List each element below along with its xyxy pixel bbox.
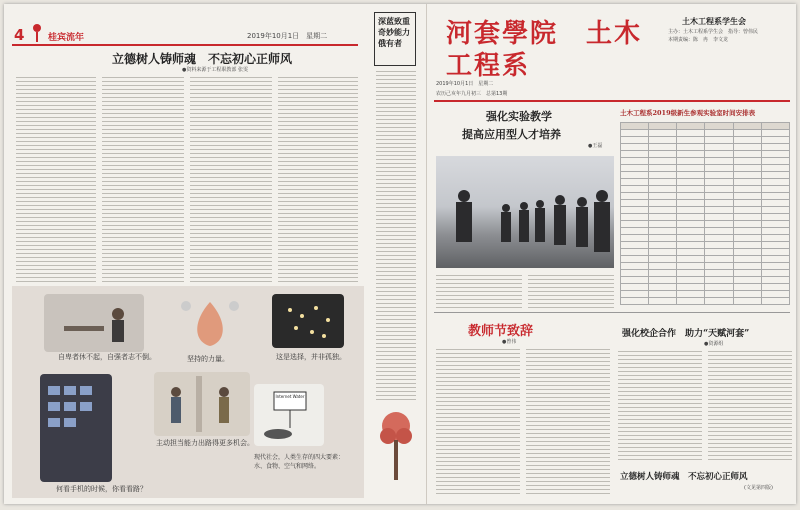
schedule-cell [733,158,761,165]
schedule-cell [761,123,789,130]
schedule-cell [761,214,789,221]
teacher-day-title: 教师节致辞 [468,324,534,339]
masthead-title: 河套學院 土木工程系 [446,19,643,81]
org-name: 土木工程系学生会 [682,17,746,26]
internet-water-sign: Internet Water [275,394,305,399]
article-column-2 [102,74,184,284]
schedule-row [621,151,790,158]
illustration-wall [154,372,250,436]
schedule-cell [761,221,789,228]
schedule-cell [649,235,677,242]
schedule-cell [677,137,705,144]
tree-illustration [378,404,414,484]
schedule-cell [677,130,705,137]
schedule-cell [621,207,649,214]
feature-title-1: 强化实验教学 [486,110,552,123]
schedule-row [621,186,790,193]
schedule-cell [761,235,789,242]
header-rule [12,44,358,46]
schedule-cell [761,186,789,193]
schedule-row [621,130,790,137]
schedule-cell [649,123,677,130]
schedule-cell [677,228,705,235]
schedule-cell [733,249,761,256]
schedule-cell [621,284,649,291]
schedule-cell [761,277,789,284]
schedule-row [621,249,790,256]
left-page [4,4,364,504]
schedule-cell [705,207,733,214]
schedule-cell [621,221,649,228]
schedule-cell [761,228,789,235]
schedule-cell [621,186,649,193]
schedule-cell [649,214,677,221]
schedule-cell [677,158,705,165]
schedule-cell [761,249,789,256]
schedule-cell [761,256,789,263]
schedule-cell [733,193,761,200]
schedule-cell [677,207,705,214]
schedule-cell [761,193,789,200]
caption-1: 自卑者休不起，自强者志不倒。 [58,353,156,361]
schedule-cell [677,298,705,305]
caption-4: 主动担当能力出路得更多机会。 [156,439,254,447]
schedule-cell [649,242,677,249]
schedule-cell [705,186,733,193]
schedule-cell [649,200,677,207]
schedule-cell [649,270,677,277]
schedule-cell [621,270,649,277]
schedule-cell [621,123,649,130]
caption-5: 何看手机的时候，你看看路？ [56,485,147,493]
schedule-cell [705,270,733,277]
center-strip [366,4,424,504]
article-column-1 [16,74,96,284]
schedule-cell [677,277,705,284]
schedule-cell [649,158,677,165]
schedule-cell [677,186,705,193]
schedule-cell [761,137,789,144]
schedule-cell [621,263,649,270]
schedule-cell [733,186,761,193]
schedule-cell [705,214,733,221]
schedule-cell [621,130,649,137]
schedule-cell [705,284,733,291]
feature-title-2: 提高应用型人才培养 [462,128,561,141]
schedule-cell [733,151,761,158]
illustration-candles [272,294,344,348]
feature-text-b [528,272,614,308]
schedule-cell [761,144,789,151]
schedule-cell [621,277,649,284]
schedule-cell [733,256,761,263]
schedule-cell [705,291,733,298]
schedule-cell [649,221,677,228]
flower-icon [30,22,44,42]
header-info-2: 本期责编：陈 冉 李文龙 [668,37,729,43]
schedule-cell [621,151,649,158]
schedule-cell [761,284,789,291]
coop-title: 强化校企合作 助力“天赋河套” [622,329,750,339]
schedule-row [621,270,790,277]
schedule-cell [649,151,677,158]
schedule-cell [761,207,789,214]
schedule-cell [733,263,761,270]
schedule-row [621,165,790,172]
lab-visit-photo [436,156,614,268]
schedule-cell [705,130,733,137]
schedule-cell [677,242,705,249]
schedule-cell [761,172,789,179]
page-number: 4 [14,26,25,44]
schedule-cell [733,144,761,151]
bottom-title: 立德树人铸师魂 不忘初心正师风 [620,472,748,482]
masthead-lunar: 农历己亥年九月初三 总第13期 [436,91,508,97]
schedule-row [621,137,790,144]
schedule-cell [677,151,705,158]
schedule-cell [705,158,733,165]
schedule-cell [733,130,761,137]
schedule-cell [733,200,761,207]
schedule-cell [705,151,733,158]
schedule-cell [621,298,649,305]
schedule-cell [677,284,705,291]
schedule-cell [677,291,705,298]
schedule-cell [705,277,733,284]
schedule-cell [761,242,789,249]
schedule-cell [621,256,649,263]
teacher-day-byline: ●曾伟 [502,339,517,345]
section-title: 桂宾流年 [48,33,85,43]
article-column-4 [278,74,358,284]
schedule-cell [677,235,705,242]
schedule-cell [677,123,705,130]
masthead-date: 2019年10月1日 星期二 [436,81,494,87]
schedule-cell [649,165,677,172]
schedule-row [621,193,790,200]
schedule-row [621,242,790,249]
schedule-cell [677,193,705,200]
schedule-row [621,298,790,305]
teacher-day-column-1 [436,346,520,496]
schedule-cell [733,291,761,298]
caption-2: 坚持的力量。 [187,355,229,363]
caption-3: 这是选择，并非孤独。 [276,353,346,361]
schedule-cell [761,179,789,186]
schedule-cell [621,249,649,256]
masthead-rule [434,100,790,102]
issue-date: 2019年10月1日 星期二 [247,32,328,40]
article-column-3 [190,74,272,284]
schedule-cell [761,165,789,172]
schedule-cell [649,284,677,291]
schedule-cell [761,130,789,137]
right-page [428,4,796,504]
schedule-cell [677,179,705,186]
bottom-note: (文见第四版) [744,485,773,491]
schedule-cell [705,263,733,270]
schedule-cell [649,172,677,179]
schedule-cell [761,291,789,298]
schedule-cell [705,165,733,172]
schedule-row [621,277,790,284]
illustration-drops [172,292,248,348]
schedule-row [621,158,790,165]
schedule-cell [761,298,789,305]
schedule-row [621,256,790,263]
coop-column-2 [708,348,792,460]
schedule-cell [761,158,789,165]
schedule-cell [733,172,761,179]
schedule-cell [649,144,677,151]
feature-text-a [436,272,522,308]
schedule-cell [649,137,677,144]
schedule-cell [733,284,761,291]
schedule-cell [649,186,677,193]
schedule-cell [677,221,705,228]
schedule-cell [621,214,649,221]
schedule-row [621,172,790,179]
schedule-cell [649,249,677,256]
schedule-cell [705,123,733,130]
schedule-cell [733,270,761,277]
schedule-cell [649,256,677,263]
illustration-phone [40,374,112,482]
caption-6: 现代社会，人类生存的四大要素：水、食物、空气和网络。 [254,454,345,470]
schedule-cell [733,235,761,242]
schedule-cell [677,165,705,172]
schedule-cell [705,200,733,207]
page-fold [426,4,427,504]
schedule-row [621,179,790,186]
schedule-cell [761,270,789,277]
schedule-row [621,221,790,228]
schedule-cell [621,228,649,235]
schedule-cell [733,228,761,235]
schedule-cell [677,144,705,151]
schedule-row [621,284,790,291]
schedule-cell [621,165,649,172]
schedule-cell [705,144,733,151]
feature-byline: ●王磊 [588,143,603,149]
schedule-cell [649,207,677,214]
schedule-cell [621,235,649,242]
schedule-cell [733,298,761,305]
schedule-row [621,214,790,221]
schedule-cell [705,221,733,228]
schedule-cell [705,256,733,263]
schedule-cell [677,263,705,270]
schedule-cell [621,144,649,151]
schedule-cell [677,200,705,207]
schedule-title: 土木工程系2019级新生参观实验室时间安排表 [620,109,756,117]
schedule-row [621,263,790,270]
schedule-cell [705,179,733,186]
schedule-cell [733,214,761,221]
schedule-cell [677,270,705,277]
schedule-cell [733,165,761,172]
schedule-cell [621,137,649,144]
schedule-cell [649,130,677,137]
schedule-cell [733,221,761,228]
schedule-row [621,291,790,298]
schedule-cell [705,298,733,305]
schedule-row [621,207,790,214]
schedule-cell [677,249,705,256]
schedule-cell [733,242,761,249]
schedule-cell [649,277,677,284]
schedule-cell [649,291,677,298]
schedule-cell [649,193,677,200]
header-info-1: 主办：土木工程系学生会 指导：曾伟民 [668,29,759,35]
schedule-cell [733,207,761,214]
schedule-cell [621,179,649,186]
schedule-cell [621,200,649,207]
coop-column-1 [618,348,702,460]
schedule-cell [677,172,705,179]
center-title: 深蓝致重奇妙能力俄有者 [378,17,410,48]
byline: ●资料来源于工程职教部 张雯 [182,67,248,73]
schedule-cell [705,235,733,242]
schedule-cell [621,172,649,179]
illustration-desk [44,294,144,352]
schedule-cell [733,137,761,144]
schedule-cell [621,158,649,165]
schedule-cell [677,256,705,263]
schedule-cell [705,172,733,179]
schedule-cell [733,179,761,186]
schedule-cell [649,179,677,186]
headline: 立德树人铸师魂 不忘初心正师风 [112,52,293,66]
schedule-cell [733,277,761,284]
section-rule [434,312,790,313]
schedule-table [620,122,790,306]
schedule-row [621,228,790,235]
schedule-row [621,123,790,130]
illustration-internet-water [254,384,324,446]
newspaper-spread [4,4,796,504]
schedule-cell [621,193,649,200]
schedule-cell [621,242,649,249]
teacher-day-column-2 [526,346,610,496]
schedule-cell [705,228,733,235]
schedule-row [621,235,790,242]
coop-byline: ●资源组 [704,341,724,347]
schedule-row [621,144,790,151]
schedule-cell [705,242,733,249]
schedule-cell [705,137,733,144]
schedule-cell [649,263,677,270]
schedule-row [621,200,790,207]
schedule-cell [761,151,789,158]
center-column-text [376,68,416,400]
schedule-cell [733,123,761,130]
schedule-cell [649,228,677,235]
schedule-cell [761,263,789,270]
schedule-cell [621,291,649,298]
schedule-cell [761,200,789,207]
schedule-cell [705,249,733,256]
schedule-cell [705,193,733,200]
schedule-cell [649,298,677,305]
schedule-cell [677,214,705,221]
